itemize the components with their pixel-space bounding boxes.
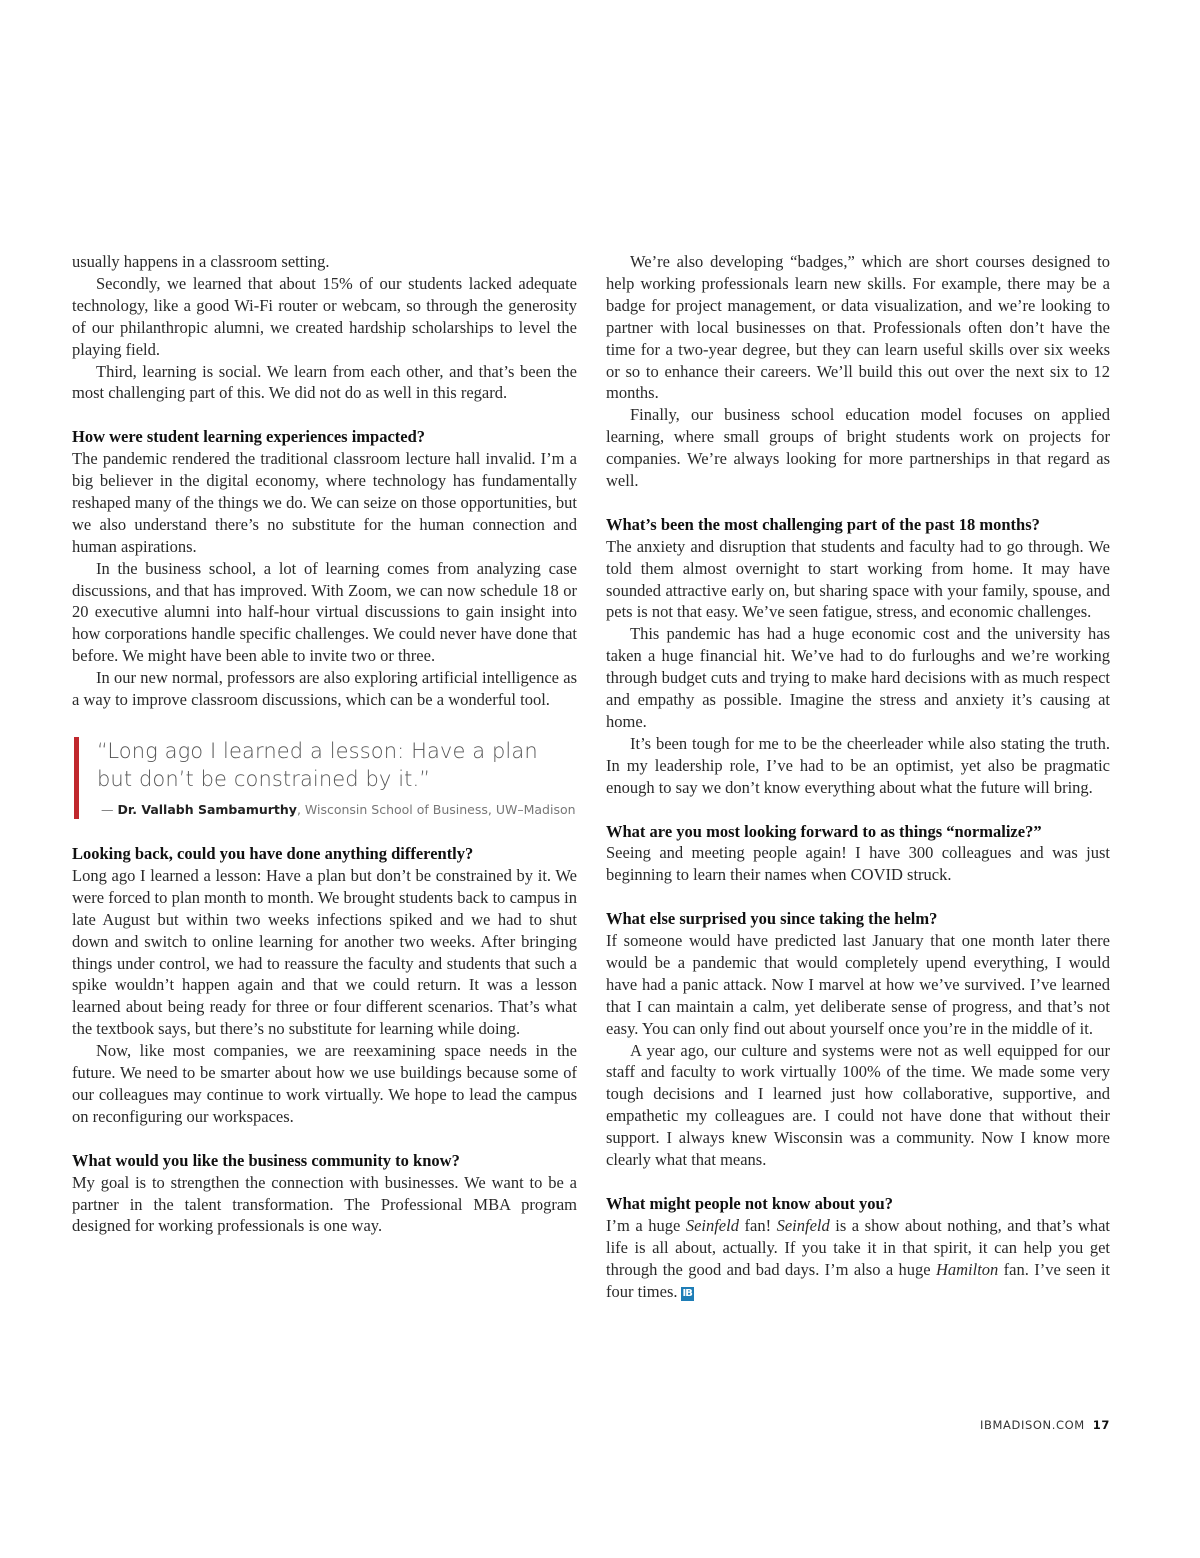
paragraph: usually happens in a classroom setting.: [72, 252, 330, 271]
paragraph: Long ago I learned a lesson: Have a plan but don’t be constrained by it. We were forced to plan month to month. We brought students back to campus in late August but within two weeks infections spiked and we had to shut down and switch to online learning for another two weeks. After bringing things under control, we had to reassure the faculty and students that such a spike wouldn’t happen again and that we could return. It was a lesson learned about being ready for three or four different scenarios. That’s what the textbook says, but there’s no substitute for learning while doing.: [72, 865, 577, 1039]
end-mark-icon: IB: [682, 1287, 692, 1299]
paragraph: In the business school, a lot of learning comes from analyzing case discussions, and that has improved. With Zoom, we can now schedule 18 or 20 executive alumni into half-hour virtual discussions to gain insight into how corporations handle specific challenges. We could never have done that before. We might have been able to invite two or three.: [72, 558, 577, 666]
text-run: fan!: [738, 1215, 777, 1235]
paragraph: If someone would have predicted last January that one month later there would be a pandemic that would completely upend everything, I would have had a panic attack. Now I marvel at how we’ve survived. I’ve learned that I can maintain a calm, yet deliberate sense of progress, and that’s not easy. You can only find out about yourself once you’re in the middle of it.: [606, 931, 1110, 1038]
paragraph: We’re also developing “badges,” which are short courses designed to help working professionals learn new skills. For example, there may be a badge for project management, or data visualization, and we’re looking to partner with local businesses on that. Professionals often don’t have the time for a two-year degree, but they can learn useful skills over six weeks or so to enhance their careers. We’ll build this out over the next six to 12 months.: [606, 252, 1110, 403]
question-heading: What might people not know about you?: [606, 1193, 893, 1213]
paragraph: Finally, our business school education model focuses on applied learning, where small groups of bright students work on projects for companies. We’re always looking for more partnerships in that regard as well.: [606, 405, 1110, 491]
page-footer: [980, 1418, 1110, 1432]
paragraph: It’s been tough for me to be the cheerleader while also stating the truth. In my leadership role, I’ve had to be an optimist, yet also be pragmatic enough to say we don’t know everything about what the future will bring.: [606, 733, 1110, 797]
pull-quote-text: “Long ago I learned a lesson: Have a plan but don’t be constrained by it.”: [97, 739, 538, 792]
paragraph: Seeing and meeting people again! I have 300 colleagues and was just beginning to learn their names when COVID struck.: [606, 843, 1110, 885]
question-heading: Looking back, could you have done anything differently?: [72, 844, 474, 864]
attribution-dash: —: [101, 802, 118, 818]
question-heading: What’s been the most challenging part of the past 18 months?: [606, 514, 1040, 534]
question-heading: What are you most looking forward to as things “normalize?”: [606, 821, 1042, 841]
paragraph: The anxiety and disruption that students and faculty had to go through. We told them almost overnight to start working from home. It may have sounded attractive early on, but sharing space with your family, spouse, and pets is not that easy. We’ve seen fatigue, stress, and economic challenges.: [606, 536, 1110, 622]
page-number: 17: [1092, 1418, 1110, 1432]
paragraph: Secondly, we learned that about 15% of our students lacked adequate technology, like a good Wi-Fi router or webcam, so through the generosity of our philanthropic alumni, we created hardship scholarships to level the playing field.: [72, 273, 577, 359]
question-heading: What else surprised you since taking the helm?: [606, 909, 938, 929]
text-run: I’m a huge: [606, 1215, 686, 1235]
pull-quote: [74, 737, 577, 819]
italic-title: Hamilton: [935, 1259, 999, 1279]
italic-title: Seinfeld: [776, 1215, 830, 1235]
paragraph: [606, 1215, 1110, 1303]
question-heading: How were student learning experiences impacted?: [72, 427, 426, 447]
paragraph: Now, like most companies, we are reexamining space needs in the future. We need to be smarter about how we use buildings because some of our colleagues may continue to work virtually. We hope to lead the campus on reconfiguring our workspaces.: [72, 1041, 577, 1126]
attribution-name: Dr. Vallabh Sambamurthy: [117, 802, 297, 818]
paragraph: My goal is to strengthen the connection with businesses. We want to be a partner in the talent transformation. The Professional MBA program designed for working professionals is one way.: [72, 1172, 577, 1236]
pull-quote-attribution: [97, 801, 577, 819]
italic-title: Seinfeld: [685, 1215, 739, 1235]
paragraph: A year ago, our culture and systems were not as well equipped for our staff and faculty to work virtually 100% of the time. We made some very tough decisions and I learned just how collaborative, supportive, and empathetic my colleagues are. I could not have done that without their support. I always knew Wisconsin was a community. Now I know more clearly what that means.: [606, 1040, 1110, 1170]
question-heading: What would you like the business community to know?: [72, 1150, 460, 1170]
paragraph: The pandemic rendered the traditional classroom lecture hall invalid. I’m a big believer in the digital economy, where technology has fundamentally reshaped many of the things we do. We can seize on those opportunities, but we also understand there’s no substitute for the human connection and human aspirations.: [72, 449, 577, 556]
attribution-affiliation: , Wisconsin School of Business, UW–Madison: [296, 802, 576, 818]
left-column: [72, 251, 577, 1237]
paragraph: Third, learning is social. We learn from each other, and that’s been the most challenging part of this. We did not do as well in this regard.: [72, 361, 577, 403]
paragraph: This pandemic has had a huge economic cost and the university has taken a huge financial hit. We’ve had to do furloughs and we’re working through budget cuts and trying to make hard decisions with as much respect and empathy as possible. Imagine the stress and anxiety it’s causing at home.: [606, 624, 1110, 732]
right-column: [606, 251, 1110, 1302]
paragraph: In our new normal, professors are also exploring artificial intelligence as a way to improve classroom discussions, which can be a wonderful tool.: [72, 668, 577, 710]
text-run: is a show about nothing, and that’s what life is all about, actually. If you take it in that spirit, it can help you get through the good and bad days. I’m also a huge: [606, 1215, 1110, 1279]
site-url: IBMADISON.COM: [980, 1418, 1085, 1432]
text-run: fan. I’ve seen it four times.: [606, 1259, 1110, 1301]
